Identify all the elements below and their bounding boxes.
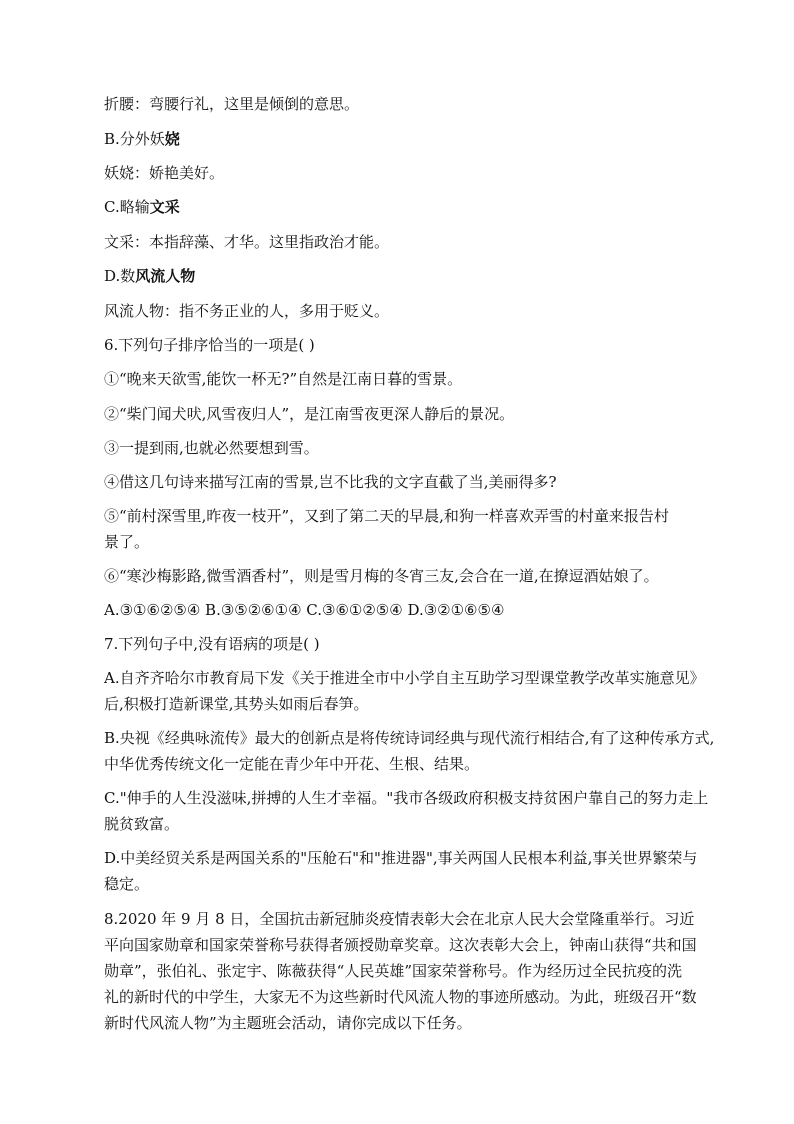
q6-options: A.③①⑥②⑤④ B.③⑤②⑥①④ C.③⑥①②⑤④ D.③②①⑥⑤④ <box>104 601 505 619</box>
option-c-prefix: C.略输 <box>104 198 150 216</box>
q7-option-a-cont: 后,积极打造新课堂,其势头如雨后春笋。 <box>104 695 369 713</box>
q6-item-5: ⑤“前村深雪里,昨夜一枝开”，又到了第二天的早晨,和狗一样喜欢弄雪的村童来报告村 <box>104 507 669 525</box>
option-c-emphasis: 文采 <box>149 198 180 216</box>
text-line-5: 文采：本指辞藻、才华。这里指政治才能。 <box>104 233 390 251</box>
q6-item-3: ③一提到雨,也就必然要想到雪。 <box>104 439 319 457</box>
q6-item-6: ⑥“寒沙梅影路,微雪酒香村”，则是雪月梅的冬宵三友,会合在一道,在撩逗酒姑娘了。 <box>104 567 659 585</box>
text-line-3: 妖娆：娇艳美好。 <box>104 164 225 182</box>
option-b-line <box>104 129 180 149</box>
option-d-emphasis: 风流人物 <box>135 267 196 285</box>
q6-item-1: ①“晚来天欲雪,能饮一杯无?”自然是江南日暮的雪景。 <box>104 370 463 388</box>
option-b-prefix: B.分外妖 <box>104 130 165 148</box>
q7-option-b-cont: 中华优秀传统文化一定能在青少年中开花、生根、结果。 <box>104 755 480 773</box>
option-c-line <box>104 197 180 217</box>
question-8-line-3: 勋章”，张伯礼、张定宇、陈薇获得“人民英雄”国家荣誉称号。作为经历过全民抗疫的洗 <box>104 962 683 980</box>
option-d-prefix: D.数 <box>104 267 136 285</box>
q6-item-4: ④借这几句诗来描写江南的雪景,岂不比我的文字直截了当,美丽得多? <box>104 473 557 491</box>
question-6-title: 6.下列句子排序恰当的一项是( ) <box>104 336 315 354</box>
question-7-title: 7.下列句子中,没有语病的项是( ) <box>104 635 320 653</box>
question-8-line-2: 平向国家勋章和国家荣誉称号获得者颁授勋章奖章。这次表彰大会上，钟南山获得“共和国 <box>104 936 697 954</box>
question-8-line-5: 新时代风流人物”为主题班会活动，请你完成以下任务。 <box>104 1014 472 1032</box>
q7-option-c-cont: 脱贫致富。 <box>104 815 180 833</box>
text-line-1: 折腰：弯腰行礼，这里是倾倒的意思。 <box>104 95 360 113</box>
option-b-emphasis: 娆 <box>164 130 180 148</box>
q7-option-b: B.央视《经典咏流传》最大的创新点是将传统诗词经典与现代流行相结合,有了这种传承方式, <box>104 729 715 747</box>
q6-item-2: ②“柴门闻犬吠,风雪夜归人”，是江南雪夜更深人静后的景况。 <box>104 405 515 423</box>
q7-option-c: C."伸手的人生没滋味,拼搏的人生才幸福。"我市各级政府积极支持贫困户靠自己的努力走上 <box>104 789 709 807</box>
option-d-line <box>104 266 195 286</box>
q7-option-a: A.自齐齐哈尔市教育局下发《关于推进全市中小学自主互助学习型课堂教学改革实施意见》 <box>104 669 705 687</box>
q6-item-5-cont: 景了。 <box>104 533 150 551</box>
q7-option-d-cont: 稳定。 <box>104 875 150 893</box>
text-line-7: 风流人物：指不务正业的人，多用于贬义。 <box>104 302 390 320</box>
q7-option-d: D.中美经贸关系是两国关系的"压舱石"和"推进器",事关两国人民根本利益,事关世界繁荣与 <box>104 849 698 867</box>
question-8-line-4: 礼的新时代的中学生，大家无不为这些新时代风流人物的事迹所感动。为此，班级召开“数 <box>104 988 697 1006</box>
question-8-line-1: 8.2020 年 9 月 8 日，全国抗击新冠肺炎疫情表彰大会在北京人民大会堂隆重举行。习近 <box>104 910 695 928</box>
